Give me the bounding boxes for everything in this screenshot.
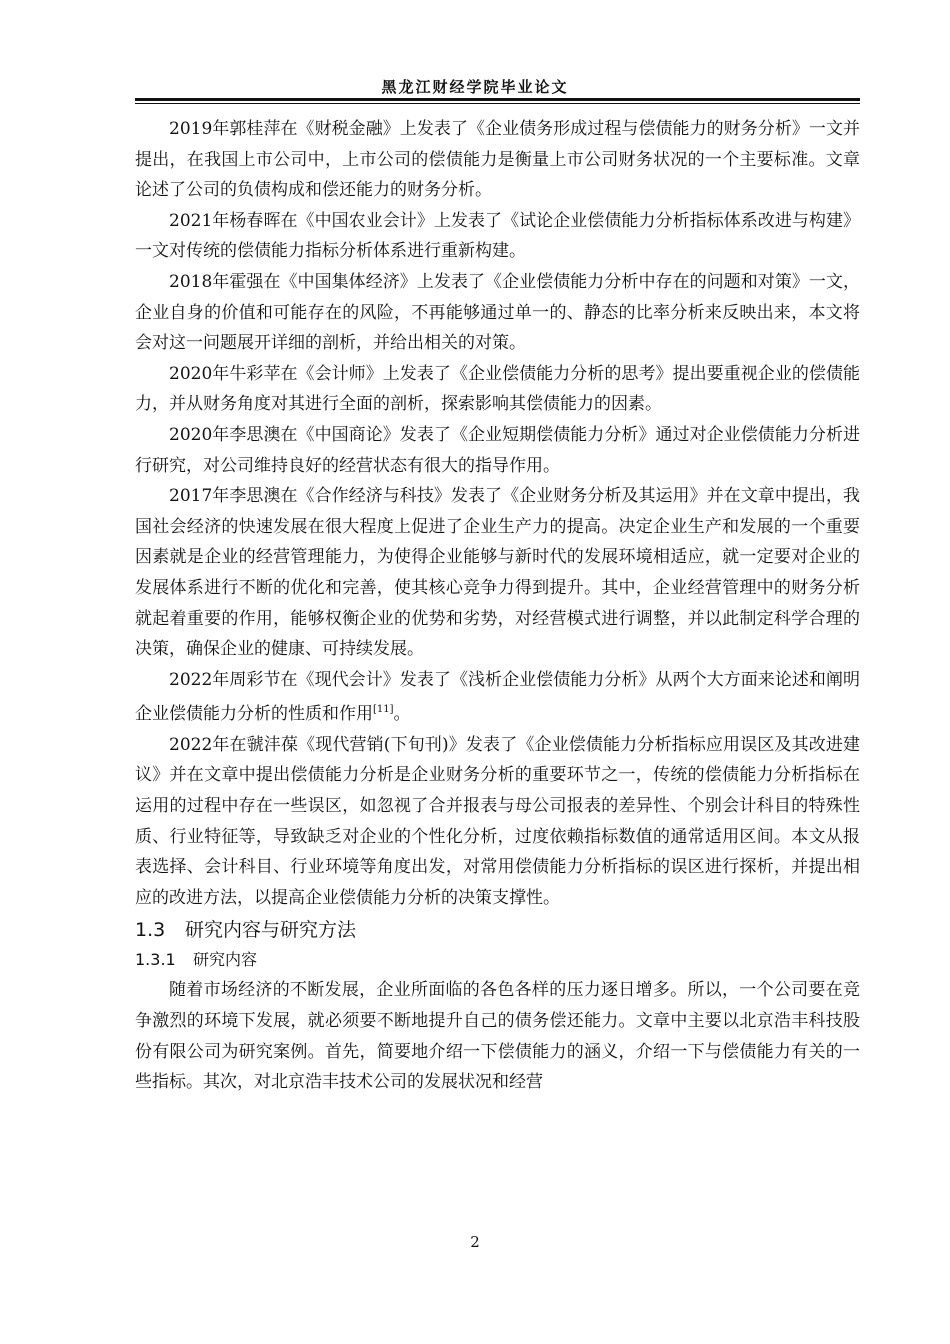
paragraph: 2020年牛彩苹在《会计师》上发表了《企业偿债能力分析的思考》提出要重视企业的偿债能力，并从财务角度对其进行全面的剖析，探索影响其偿债能力的因素。 [135,363,860,415]
paragraph: 2021年杨春晖在《中国农业会计》上发表了《试论企业偿债能力分析指标体系改进与构建》一文对传统的偿债能力指标分析体系进行重新构建。 [135,210,860,262]
paragraph-text: 2022年周彩节在《现代会计》发表了《浅析企业偿债能力分析》从两个大方面来论述和阐明企业偿债能力分析的性质和作用 [135,669,860,725]
subsection-heading [135,945,860,975]
section-number: 1.3 [135,919,166,942]
paragraph: 2017年李思澳在《合作经济与科技》发表了《企业财务分析及其运用》并在文章中提出，我国社会经济的快速发展在很大程度上促进了企业生产力的提高。决定企业生产和发展的一个重要因素就是企业的经营管理能力，为使得企业能够与新时代的发展环境相适应，就一定要对企业的发展体系进行不断的优化和完善，使其核心竞争力得到提升。其中，企业经营管理中的财务分析就起着重要的作用，能够权衡企业的优势和劣势，对经营模式进行调整，并以此制定科学合理的决策，确保企业的健康、可持续发展。 [135,486,860,660]
paragraph-with-citation [135,665,860,730]
page-number: 2 [470,1233,480,1251]
header-rule-thick [135,98,860,101]
subsection-number: 1.3.1 [135,950,176,970]
paragraph: 2018年霍强在《中国集体经济》上发表了《企业偿债能力分析中存在的问题和对策》一文，企业自身的价值和可能存在的风险，不再能够通过单一的、静态的比率分析来反映出来，本文将会对这一问题展开详细的剖析，并给出相关的对策。 [135,271,860,354]
subsection-title: 研究内容 [193,950,258,970]
paragraph-end: 。 [393,704,411,725]
header-rule-thin [135,103,860,104]
citation-reference: [11] [373,704,394,716]
section-heading [135,915,860,945]
paragraph: 随着市场经济的不断发展，企业所面临的各色各样的压力逐日增多。所以，一个公司要在竞争激烈的环境下发展，就必须要不断地提升自己的债务偿还能力。文章中主要以北京浩丰科技股份有限公司为研究案例。首先，简要地介绍一下偿债能力的涵义，介绍一下与偿债能力有关的一些指标。其次，对北京浩丰技术公司的发展状况和经营 [135,980,860,1093]
page-header-title: 黑龙江财经学院毕业论文 [381,78,569,96]
paragraph: 2019年郭桂萍在《财税金融》上发表了《企业债务形成过程与偿债能力的财务分析》一文并提出，在我国上市公司中，上市公司的偿债能力是衡量上市公司财务状况的一个主要标准。文章论述了公司的负债构成和偿还能力的财务分析。 [135,119,860,201]
paragraph: 2020年李思澳在《中国商论》发表了《企业短期偿债能力分析》通过对企业偿债能力分析进行研究，对公司维持良好的经营状态有很大的指导作用。 [135,424,860,476]
document-body [135,114,860,1098]
section-title: 研究内容与研究方法 [185,919,357,942]
paragraph: 2022年在虢沣葆《现代营销(下旬刊)》发表了《企业偿债能力分析指标应用误区及其改进建议》并在文章中提出偿债能力分析是企业财务分析的重要环节之一，传统的偿债能力分析指标在运用的过程中存在一些误区，如忽视了合并报表与母公司报表的差异性、个别会计科目的特殊性质、行业特征等，导致缺乏对企业的个性化分析，过度依赖指标数值的通常适用区间。本文从报表选择、会计科目、行业环境等角度出发，对常用偿债能力分析指标的误区进行探析，并提出相应的改进方法，以提高企业偿债能力分析的决策支撑性。 [135,734,860,908]
